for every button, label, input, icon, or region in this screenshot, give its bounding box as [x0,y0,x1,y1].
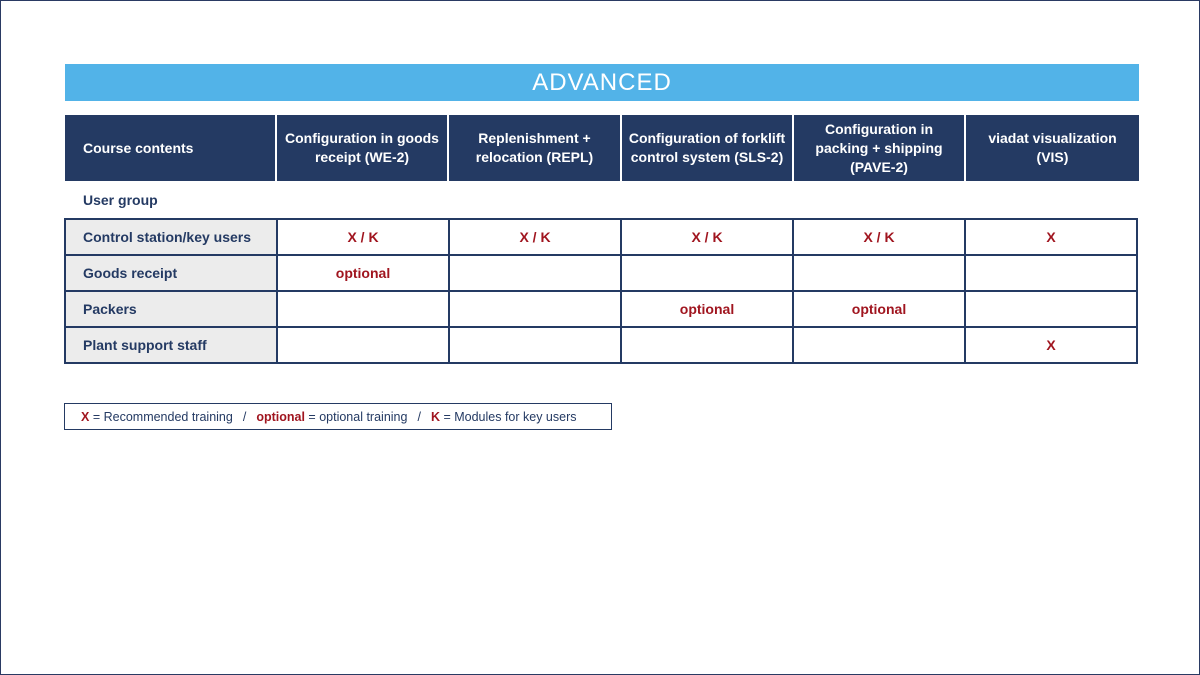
matrix-cell [793,255,965,291]
legend [64,403,612,430]
matrix-cell: X / K [277,219,449,255]
row-label: Control station/key users [65,219,277,255]
legend-k-text: = Modules for key users [443,409,577,424]
matrix-cell: optional [793,291,965,327]
header-col-sls2: Configuration of forklift control system (SLS-2) [622,115,792,181]
legend-k-key: K [430,409,440,424]
header-col-pave2: Configuration in packing + shipping (PAVE-2) [794,115,964,181]
matrix-cell: X / K [449,219,621,255]
legend-x-key: X [81,409,90,424]
matrix-cell [277,327,449,363]
matrix-cell [965,255,1137,291]
header-col-we2: Configuration in goods receipt (WE-2) [277,115,447,181]
legend-separator: / [417,409,421,424]
header-col-vis: viadat visualization (VIS) [966,115,1139,181]
table-row [65,219,1137,255]
matrix-cell: optional [277,255,449,291]
matrix-cell: X / K [621,219,793,255]
table-row [65,255,1137,291]
matrix-cell [793,327,965,363]
matrix-cell [449,327,621,363]
matrix-cell: X [965,219,1137,255]
row-label: Plant support staff [65,327,277,363]
matrix-cell [449,291,621,327]
table-row [65,291,1137,327]
legend-optional-key: optional [256,409,305,424]
training-matrix [64,218,1138,364]
slide-title: ADVANCED [65,64,1139,101]
user-group-label: User group [83,192,158,208]
matrix-cell: X / K [793,219,965,255]
matrix-cell [621,255,793,291]
matrix-cell [277,291,449,327]
matrix-cell: X [965,327,1137,363]
header-course-contents: Course contents [65,115,275,181]
matrix-cell [449,255,621,291]
matrix-cell [965,291,1137,327]
header-col-repl: Replenishment + relocation (REPL) [449,115,620,181]
table-row [65,327,1137,363]
matrix-cell [621,327,793,363]
row-label: Packers [65,291,277,327]
legend-optional-text: = optional training [308,409,408,424]
table-header-row [65,115,1139,181]
legend-x-text: = Recommended training [92,409,233,424]
row-label: Goods receipt [65,255,277,291]
legend-separator: / [242,409,247,424]
matrix-cell: optional [621,291,793,327]
